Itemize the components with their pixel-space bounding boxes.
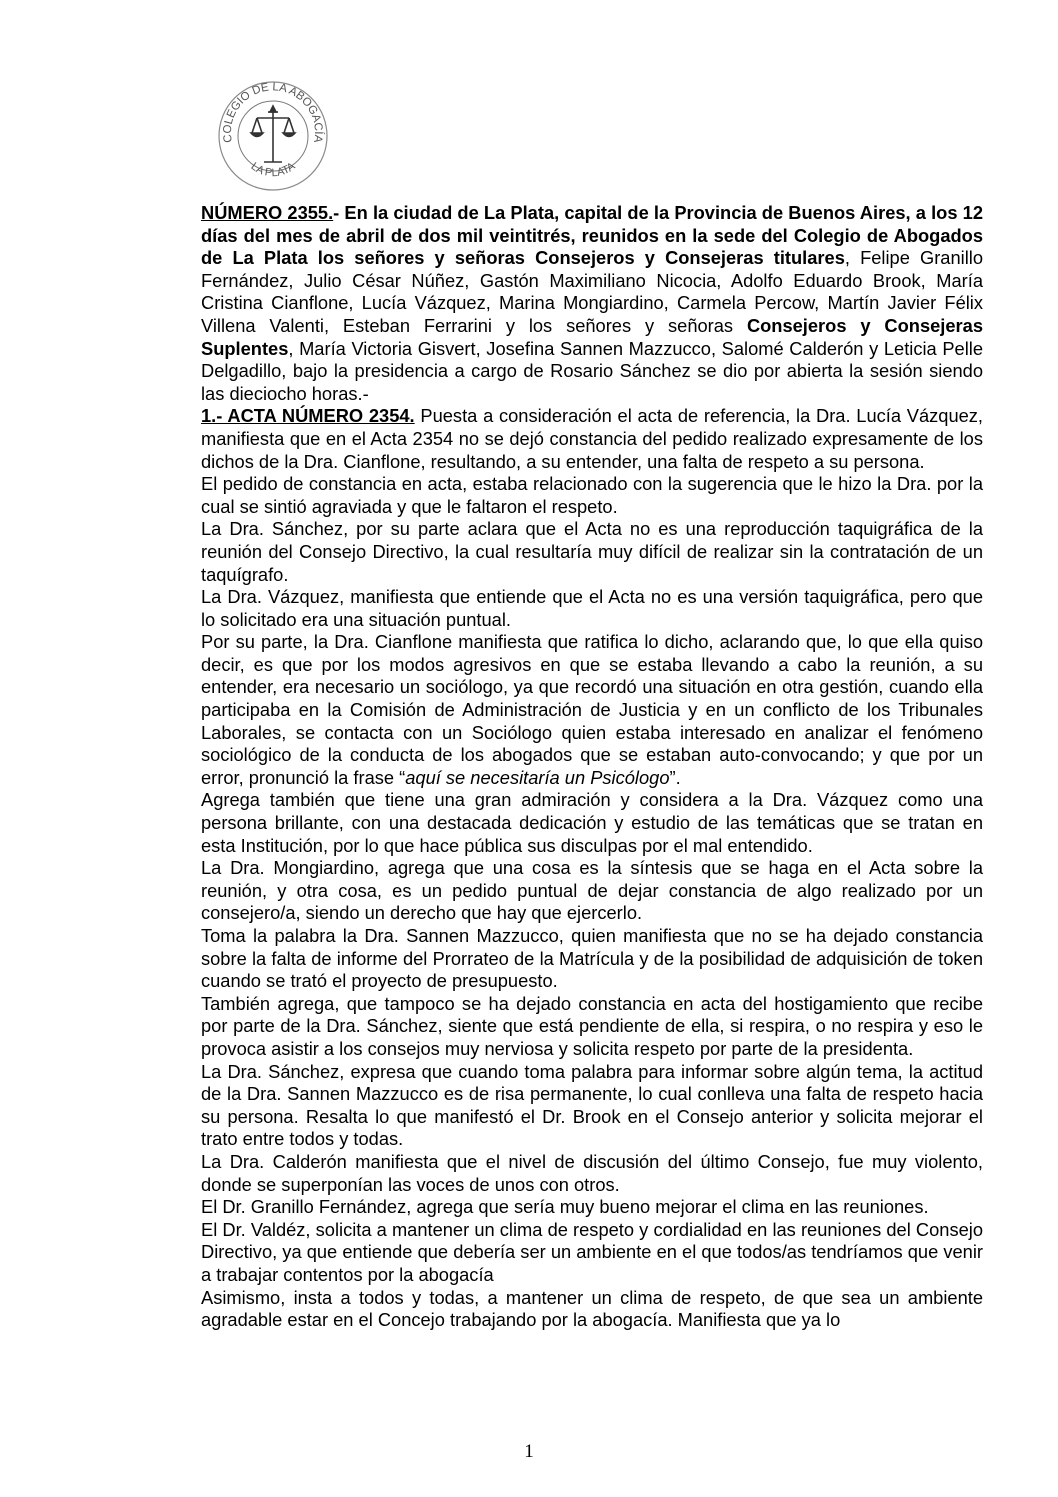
paragraph: Agrega también que tiene una gran admiración y considera a la Dra. Vázquez como una persona brillante, con una destacada dedicación y estudio de las temáticas que se tratan en esta Institución, por lo que hace pública sus disculpas por el mal entendido. <box>201 789 983 856</box>
scales-of-justice-icon <box>251 106 295 162</box>
paragraph: La Dra. Sánchez, expresa que cuando toma palabra para informar sobre algún tema, la actitud de la Dra. Sannen Mazzucco es de risa permanente, lo cual conlleva una falta de respeto hacia su persona. Resalta lo que manifestó el Dr. Brook en el Consejo anterior y solicita mejorar el trato entre todos y todas. <box>201 1060 983 1150</box>
paragraph: El pedido de constancia en acta, estaba relacionado con la sugerencia que le hizo la Dra. por la cual se sintió agraviada y que le faltaron el respeto. <box>201 473 983 517</box>
item-1-heading: 1.- ACTA NÚMERO 2354. <box>201 405 415 427</box>
paragraph: También agrega, que tampoco se ha dejado constancia en acta del hostigamiento que recibe por parte de la Dra. Sánchez, siente que está pendiente de ella, si respira, o no respira y eso le provoca asistir a los consejos muy nerviosa y solicita respeto por parte de la presidenta. <box>201 992 983 1059</box>
paragraph: Asimismo, insta a todos y todas, a mantener un clima de respeto, de que sea un ambiente agradable estar en el Concejo trabajando por la abogacía. Manifiesta que ya lo <box>201 1286 983 1331</box>
svg-text:LA PLATA: LA PLATA <box>248 160 298 180</box>
paragraph: Por su parte, la Dra. Cianflone manifiesta que ratifica lo dicho, aclarando que, lo que ella quiso decir, es que por los modos agresivos en que se estaba llevando a cabo la reunión, a su entender, era necesario un sociólogo, ya que recordó una situación en otra gestión, cuando ella participaba en la Comisión de Administración de Justicia y en un conflicto de los Tribunales Laborales, se contacta con un Sociólogo quien estaba interesado en analizar el fenómeno sociológico de la conducta de los abogados que se estaban auto-convocando; y que por un error, pronunció la frase “aquí se necesitaría un Psicólogo”. <box>201 631 983 788</box>
paragraph: La Dra. Vázquez, manifiesta que entiende que el Acta no es una versión taquigráfica, pero que lo solicitado era una situación puntual. <box>201 586 983 630</box>
paragraph: La Dra. Mongiardino, agrega que una cosa es la síntesis que se haga en el Acta sobre la reunión, y otra cosa, es un pedido puntual de dejar constancia de algo realizado por un consejero/a, siendo un derecho que hay que ejercerlo. <box>201 857 983 924</box>
colegio-abogacia-seal-logo <box>212 78 334 196</box>
minutes-body <box>201 202 983 1332</box>
opening-paragraph: NÚMERO 2355.- En la ciudad de La Plata, capital de la Provincia de Buenos Aires, a los 12 días del mes de abril de dos mil veintitrés, reunidos en la sede del Colegio de Abogados de La Plata los señores y señoras Consejeros y Consejeras titulares, Felipe Granillo Fernández, Julio César Núñez, Gastón Maximiliano Nicocia, Adolfo Eduardo Brook, María Cristina Cianflone, Lucía Vázquez, Marina Mongiardino, Carmela Percow, Martín Javier Félix Villena Valenti, Esteban Ferrarini y los señores y señoras Consejeros y Consejeras Suplentes, María Victoria Gisvert, Josefina Sannen Mazzucco, Salomé Calderón y Leticia Pelle Delgadillo, bajo la presidencia a cargo de Rosario Sánchez se dio por abierta la sesión siendo las dieciocho horas.- <box>201 202 984 404</box>
paragraph: La Dra. Sánchez, por su parte aclara que el Acta no es una reproducción taquigráfica de la reunión del Consejo Directivo, la cual resultaría muy difícil de realizar sin la contratación de un taquígrafo. <box>201 518 983 585</box>
paragraph: El Dr. Valdéz, solicita a mantener un clima de respeto y cordialidad en las reuniones del Consejo Directivo, ya que entiende que debería ser un ambiente en el que todos/as tendríamos que venir a trabajar contentos por la abogacía <box>201 1218 983 1285</box>
minutes-number-heading: NÚMERO 2355. <box>201 202 334 223</box>
quoted-phrase: aquí se necesitaría un Psicólogo <box>405 766 670 788</box>
paragraph: La Dra. Calderón manifiesta que el nivel de discusión del último Consejo, fue muy violento, donde se superponían las voces de unos con otros. <box>201 1150 983 1195</box>
page-number: 1 <box>524 1441 534 1462</box>
paragraph: Toma la palabra la Dra. Sannen Mazzucco, quien manifiesta que no se ha dejado constancia sobre la falta de informe del Prorrateo de la Matrícula y de la posibilidad de adquisición de token cuando se trató el proyecto de presupuesto. <box>201 925 983 992</box>
paragraph: El Dr. Granillo Fernández, agrega que sería muy bueno mejorar el clima en las reuniones. <box>201 1196 929 1218</box>
item-1-paragraph: 1.- ACTA NÚMERO 2354. Puesta a consideración el acta de referencia, la Dra. Lucía Vázquez, manifiesta que en el Acta 2354 no se dejó constancia del pedido realizado expresamente de los dichos de la Dra. Cianflone, resultando, a su entender, una falta de respeto a su persona. <box>201 405 983 472</box>
svg-text:COLEGIO DE LA ABOGACÍA: COLEGIO DE LA ABOGACÍA <box>221 81 325 144</box>
